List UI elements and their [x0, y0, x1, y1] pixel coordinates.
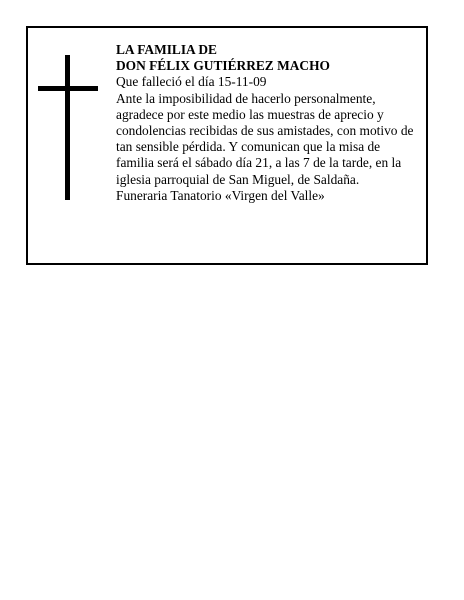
notice-heading-name: DON FÉLIX GUTIÉRREZ MACHO — [116, 58, 330, 74]
notice-body-line: familia será el sábado día 21, a las 7 de la tarde, en la — [116, 155, 402, 171]
notice-body-line: iglesia parroquial de San Miguel, de Saldaña. — [116, 171, 360, 187]
obituary-notice — [26, 26, 428, 265]
notice-text — [116, 42, 421, 204]
notice-body-line: agradece por este medio las muestras de aprecio y — [116, 106, 384, 122]
notice-body-line: tan sensible pérdida. Y comunican que la misa de — [116, 139, 381, 155]
death-date-line: Que falleció el día 15-11-09 — [116, 74, 267, 90]
notice-body-line: Ante la imposibilidad de hacerlo personalmente, — [116, 90, 376, 106]
notice-body-line: condolencias recibidas de sus amistades, con motivo de — [116, 123, 414, 139]
notice-heading-family: LA FAMILIA DE — [116, 42, 217, 57]
funeral-home-line: Funeraria Tanatorio «Virgen del Valle» — [116, 187, 325, 203]
cross-horizontal-bar — [38, 86, 98, 91]
cross-vertical-bar — [65, 55, 70, 200]
latin-cross-icon — [38, 55, 98, 200]
